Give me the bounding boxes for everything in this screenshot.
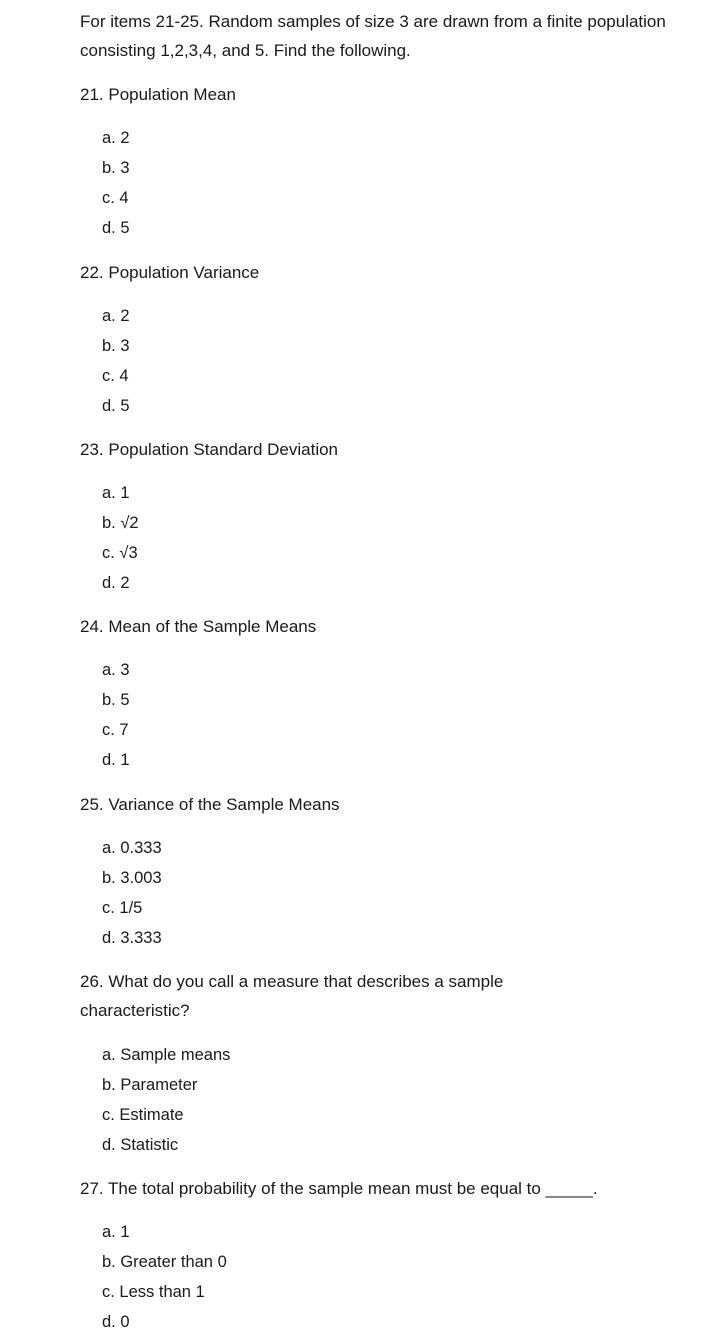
option-24-a: a. 3 xyxy=(102,661,130,679)
question-26-prompt: 26. What do you call a measure that describes a sample characteristic? xyxy=(80,972,504,1020)
question-22-prompt: 22. Population Variance xyxy=(80,263,260,282)
option-26-d: d. Statistic xyxy=(102,1136,179,1154)
option-26-a: a. Sample means xyxy=(102,1046,231,1064)
option-25-c: c. 1/5 xyxy=(102,899,143,917)
question-25-options xyxy=(102,833,162,953)
instructions-text: For items 21-25. Random samples of size 3 are drawn from a finite population consisting 1,2,3,4, and 5. Find the following. xyxy=(80,12,666,60)
question-27-prompt: 27. The total probability of the sample mean must be equal to _____. xyxy=(80,1179,598,1198)
option-21-c: c. 4 xyxy=(102,189,129,207)
option-26-b: b. Parameter xyxy=(102,1076,198,1094)
question-26-options xyxy=(102,1040,230,1160)
option-27-a: a. 1 xyxy=(102,1223,130,1241)
option-23-c: c. √3 xyxy=(102,544,138,562)
question-25-prompt: 25. Variance of the Sample Means xyxy=(80,795,340,814)
option-25-a: a. 0.333 xyxy=(102,839,162,857)
option-22-d: d. 5 xyxy=(102,397,130,415)
option-23-d: d. 2 xyxy=(102,574,130,592)
question-23-options xyxy=(102,478,139,598)
option-26-c: c. Estimate xyxy=(102,1106,184,1124)
option-21-b: b. 3 xyxy=(102,159,130,177)
question-27-options xyxy=(102,1217,227,1337)
option-25-d: d. 3.333 xyxy=(102,929,162,947)
option-27-d: d. 0 xyxy=(102,1313,130,1331)
option-24-c: c. 7 xyxy=(102,721,129,739)
option-27-b: b. Greater than 0 xyxy=(102,1253,227,1271)
option-22-a: a. 2 xyxy=(102,307,130,325)
option-23-b: b. √2 xyxy=(102,514,139,532)
question-24-options xyxy=(102,655,130,775)
question-21-options xyxy=(102,123,130,243)
question-21-prompt: 21. Population Mean xyxy=(80,85,236,104)
option-21-a: a. 2 xyxy=(102,129,130,147)
option-27-c: c. Less than 1 xyxy=(102,1283,205,1301)
question-22-options xyxy=(102,301,130,421)
option-24-d: d. 1 xyxy=(102,751,130,769)
option-21-d: d. 5 xyxy=(102,219,130,237)
option-24-b: b. 5 xyxy=(102,691,130,709)
option-22-c: c. 4 xyxy=(102,367,129,385)
question-23-prompt: 23. Population Standard Deviation xyxy=(80,440,339,459)
option-22-b: b. 3 xyxy=(102,337,130,355)
question-24-prompt: 24. Mean of the Sample Means xyxy=(80,617,317,636)
option-25-b: b. 3.003 xyxy=(102,869,162,887)
option-23-a: a. 1 xyxy=(102,484,130,502)
